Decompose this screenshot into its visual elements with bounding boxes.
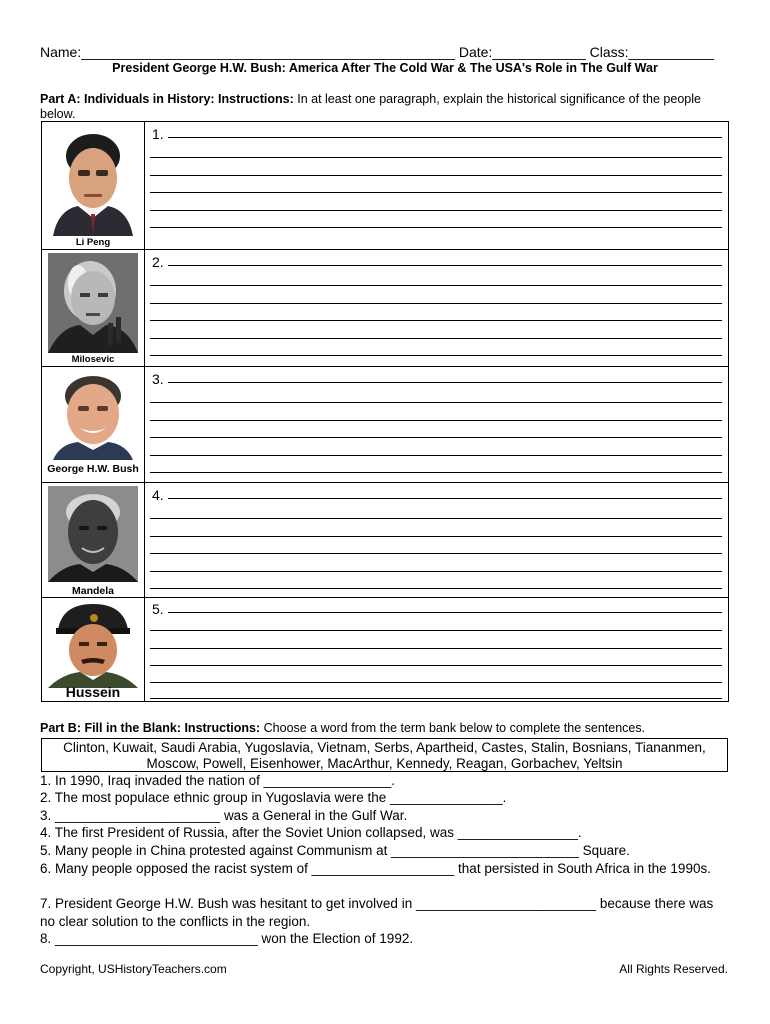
- photo-cell: [42, 250, 145, 366]
- term-bank-line: Moscow, Powell, Eisenhower, MacArthur, Kennedy, Reagan, Gorbachev, Yeltsin: [146, 756, 623, 771]
- answer-line[interactable]: [150, 320, 722, 321]
- answer-line[interactable]: [150, 588, 722, 589]
- question-8: 8. ___________________________ won the Election of 1992.: [40, 931, 414, 946]
- photo-cell: [42, 367, 145, 482]
- answer-number: 1.: [152, 126, 164, 142]
- answer-line[interactable]: [168, 265, 722, 266]
- individual-row-hussein: [42, 598, 728, 701]
- answer-line[interactable]: [168, 612, 722, 613]
- rights-text: All Rights Reserved.: [619, 962, 728, 976]
- individual-row-george-hw-bush: [42, 367, 728, 482]
- individual-row-li-peng: [42, 122, 728, 249]
- answer-line[interactable]: [150, 472, 722, 473]
- term-bank: [41, 738, 728, 772]
- individuals-table: [41, 121, 729, 702]
- answer-line[interactable]: [168, 137, 722, 138]
- answer-line[interactable]: [150, 285, 722, 286]
- answer-line[interactable]: [150, 437, 722, 438]
- answer-line[interactable]: [150, 303, 722, 304]
- answer-line[interactable]: [150, 630, 722, 631]
- george-hw-bush-name: George H.W. Bush: [47, 463, 139, 475]
- question-1: 1. In 1990, Iraq invaded the nation of _________________.: [40, 773, 396, 788]
- part-b-instructions-text: Choose a word from the term bank below to complete the sentences.: [263, 721, 646, 735]
- answer-line[interactable]: [150, 682, 722, 683]
- li-peng-portrait: [48, 126, 138, 236]
- mandela-name: Mandela: [71, 585, 114, 597]
- mandela-portrait: [48, 486, 138, 582]
- individual-row-mandela: [42, 483, 728, 597]
- term-bank-line: Clinton, Kuwait, Saudi Arabia, Yugoslavia, Vietnam, Serbs, Apartheid, Castes, Stalin, Bosnians, Tiananmen,: [63, 740, 706, 755]
- answer-line[interactable]: [150, 455, 722, 456]
- answer-line[interactable]: [150, 571, 722, 572]
- milosevic-name: Milosevic: [71, 354, 115, 365]
- li-peng-name: Li Peng: [75, 237, 111, 248]
- part-a-instructions: [40, 92, 720, 122]
- hussein-portrait: [48, 600, 138, 688]
- student-info-header: [40, 44, 725, 60]
- answer-line[interactable]: [150, 402, 722, 403]
- answer-line[interactable]: [150, 157, 722, 158]
- photo-cell: [42, 122, 145, 249]
- part-a-instructions-text: In at least one paragraph, explain the historical significance of the people below.: [40, 92, 701, 121]
- answer-number: 4.: [152, 487, 164, 503]
- answer-number: 5.: [152, 601, 164, 617]
- answer-line[interactable]: [168, 382, 722, 383]
- class-blank[interactable]: ___________: [628, 44, 715, 60]
- question-7: 7. President George H.W. Bush was hesitant to get involved in ________________________ because there was no clear solution to the conflicts in the region.: [40, 896, 717, 929]
- milosevic-portrait: [48, 253, 138, 353]
- hussein-name: Hussein: [65, 684, 121, 700]
- individual-row-milosevic: [42, 250, 728, 366]
- answer-line[interactable]: [150, 518, 722, 519]
- part-a-heading: Part A: Individuals in History: Instructions:: [40, 92, 294, 106]
- answer-line[interactable]: [150, 355, 722, 356]
- answer-number: 3.: [152, 371, 164, 387]
- answer-line[interactable]: [150, 420, 722, 421]
- answer-number: 2.: [152, 254, 164, 270]
- worksheet-title: President George H.W. Bush: America After The Cold War & The USA's Role in The Gulf War: [112, 61, 658, 75]
- class-label: Class:: [589, 44, 629, 60]
- part-b-heading: Part B: Fill in the Blank: Instructions:: [40, 721, 261, 735]
- answer-line[interactable]: [150, 338, 722, 339]
- george-hw-bush-portrait: [48, 370, 138, 460]
- name-blank[interactable]: ________________________________________________: [81, 44, 455, 60]
- answer-line[interactable]: [168, 498, 722, 499]
- question-4: 4. The first President of Russia, after the Soviet Union collapsed, was ________________.: [40, 825, 582, 840]
- photo-cell: [42, 483, 145, 597]
- part-b-instructions: [40, 721, 645, 735]
- answer-line[interactable]: [150, 192, 722, 193]
- answer-line[interactable]: [150, 227, 722, 228]
- photo-cell: [42, 598, 145, 701]
- copyright-text: Copyright, USHistoryTeachers.com: [40, 962, 227, 976]
- date-blank[interactable]: ____________: [492, 44, 586, 60]
- answer-line[interactable]: [150, 648, 722, 649]
- name-label: Name:: [40, 44, 82, 60]
- date-label: Date:: [458, 44, 493, 60]
- question-6: 6. Many people opposed the racist system of ___________________ that persisted in South Africa in the 1990s.: [40, 861, 711, 876]
- answer-line[interactable]: [150, 553, 722, 554]
- question-3: 3. ______________________ was a General in the Gulf War.: [40, 808, 408, 823]
- answer-line[interactable]: [150, 210, 722, 211]
- answer-line[interactable]: [150, 536, 722, 537]
- question-5: 5. Many people in China protested against Communism at _________________________ Square.: [40, 843, 630, 858]
- answer-line[interactable]: [150, 175, 722, 176]
- answer-line[interactable]: [150, 698, 722, 699]
- question-2: 2. The most populace ethnic group in Yugoslavia were the _______________.: [40, 790, 507, 805]
- answer-line[interactable]: [150, 665, 722, 666]
